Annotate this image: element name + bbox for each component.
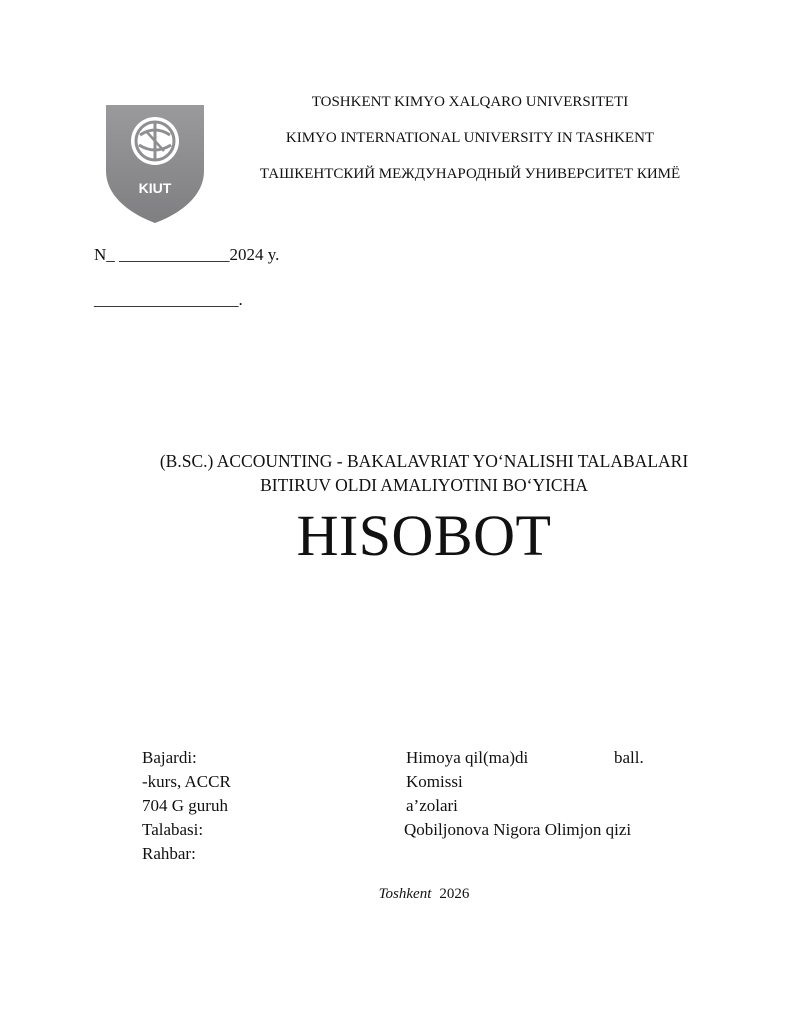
field-done-by: Bajardi: (142, 748, 197, 767)
field-group: 704 G guruh (142, 796, 228, 815)
field-defended: Himoya qil(ma)di (406, 748, 529, 767)
report-subtitle-line1: (B.SC.) ACCOUNTING - BAKALAVRIAT YO‘NALISHI TALABALARI (159, 451, 689, 471)
registration-blank-line: _________________. (94, 290, 243, 309)
university-name-en: KIMYO INTERNATIONAL UNIVERSITY IN TASHKENT (285, 130, 655, 146)
footer-year: 2026 (439, 886, 470, 902)
report-title: HISOBOT (296, 503, 552, 568)
footer-city: Toshkent (378, 886, 432, 902)
logo-text: KIUT (138, 180, 172, 196)
university-name-ru: ТАШКЕНТСКИЙ МЕЖДУНАРОДНЫЙ УНИВЕРСИТЕТ КИМЁ (259, 166, 681, 182)
report-subtitle-line2: BITIRUV OLDI AMALIYOTINI BO‘YICHA (260, 475, 588, 495)
field-commission: Komissi (406, 772, 463, 791)
field-student: Talabasi: (142, 820, 204, 839)
field-members: a’zolari (406, 796, 458, 815)
university-name-uz: TOSHKENT KIMYO XALQARO UNIVERSITETI (311, 94, 629, 110)
field-student-name: Qobiljonova Nigora Olimjon qizi (404, 820, 632, 839)
kiut-logo (104, 103, 206, 225)
field-score: ball. (614, 748, 644, 767)
field-course: -kurs, ACCR (142, 772, 231, 791)
registration-number-line: N_ _____________2024 y. (94, 245, 280, 264)
field-supervisor: Rahbar: (142, 844, 196, 863)
footer-place-date (0, 886, 800, 903)
